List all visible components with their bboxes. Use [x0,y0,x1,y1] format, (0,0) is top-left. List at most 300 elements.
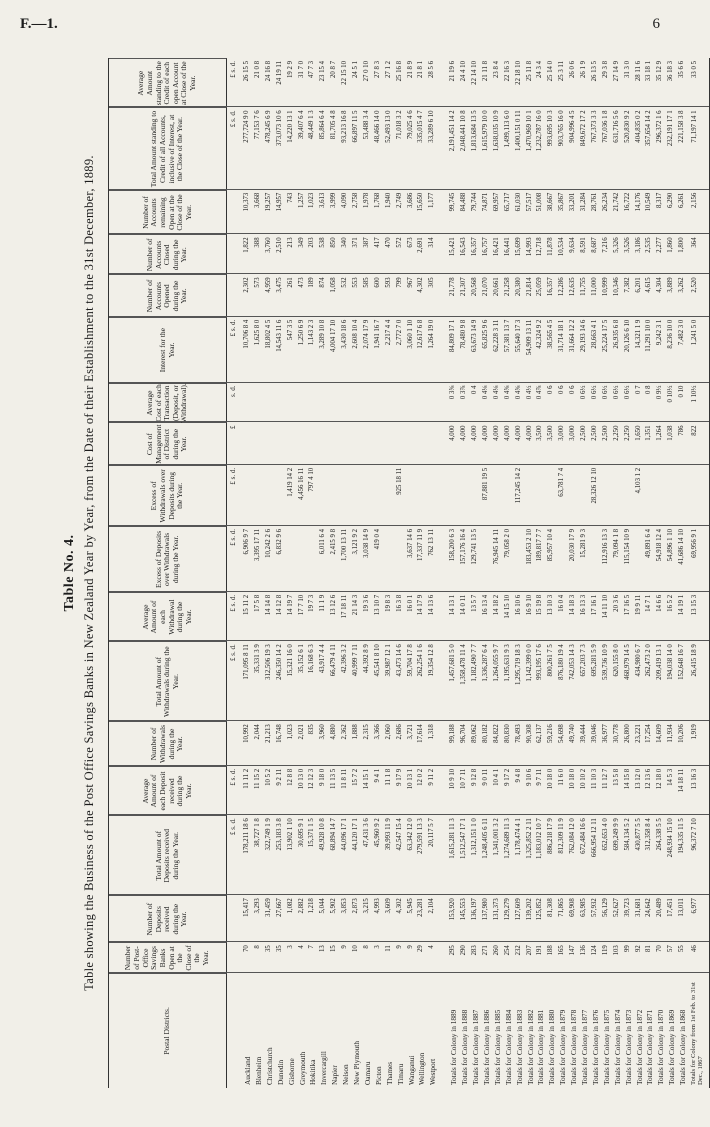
district-label: Wanganui [406,1055,416,1085]
table-cell: 14 19 1 [678,594,686,616]
table-cell: 1,358,478 11 4 [460,644,468,685]
table-cell: 2,510 [275,237,283,253]
table-cell: 10 18 0 [547,768,555,790]
table-cell: 283 [471,945,478,956]
table-cell: 4,000 [471,425,478,441]
table-cell: 2,415 9 8 [330,528,338,555]
district-label: Blenheim [253,1056,263,1085]
table-cell: 0 4⅛ [492,385,500,400]
table-cell: 1,264,055 9 7 [492,644,500,682]
table-cell: 1,822 [243,237,250,253]
table-cell: 1,888 [352,724,359,740]
table-cell: 36 18 3 [667,61,675,82]
table-cell: 66,897 11 5 [352,110,359,143]
table-cell: 4,103 1 2 [634,467,642,494]
column-header-0: Postal Districts. [109,973,227,1088]
table-cell: 812,309 11 9 [558,818,566,854]
table-cell: 19 2 9 [286,61,294,79]
district-label: Napier [330,1065,340,1085]
table-cell: 21,070 [481,277,489,297]
table-cell: 4,000 [460,425,468,441]
table-cell: 2,758 [352,192,359,208]
table-cell: 41,686 14 10 [678,528,686,565]
table-cell: 8,687 [590,237,598,253]
table-cell: 131,373 [492,898,500,921]
table-cell: 322,749 1 9 [264,818,272,851]
table-cell: 20,489 [656,898,664,917]
table-cell: 33,201 [569,192,577,212]
table-cell: 16,543 [460,237,468,257]
table-cell: 2,686 [395,724,403,740]
table-cell: 470 [384,237,392,248]
table-cell: 1,248,405 6 11 [481,818,489,859]
table-cell: 876,180 19 4 [558,644,566,680]
table-cell: 1,860 [667,237,675,253]
table-cell: 96,704 [460,724,468,743]
table-cell: 31,459 [264,898,272,917]
table-cell: 23 15 4 [319,61,327,82]
table-cell: 2,500 [601,425,609,441]
table-cell: 1,038 [667,425,675,441]
table-cell: 388 [253,237,261,248]
table-cell: 4,000 [492,425,500,441]
table-cell: 2,315 [362,724,370,740]
table-cell: 213 [286,237,294,248]
table-cell: 7,382 [623,277,631,293]
table-cell: 9 2 11 [275,768,283,786]
table-cell: 15,371 1 5 [308,818,316,848]
table-cell: 5,902 [330,898,338,914]
table-cell: 1,058 [330,277,338,293]
table-cell: 92 [634,945,642,953]
table-cell: 26,800 [623,724,631,743]
table-cell: 3,038 14 9 [362,528,370,558]
table-cell: 90,308 [525,724,533,743]
table-cell: 11 11 2 [243,768,250,789]
table-cell: 762 13 11 [428,528,436,556]
table-cell: 4,880 [330,724,338,740]
table-cell: 0 4⅛ [481,385,489,400]
table-cell: 849,672 17 2 [580,110,587,147]
unit-label-6: £ s. d. [229,644,237,661]
table-cell: 10,346 [612,277,620,297]
table-cell: 9 10 6 [525,768,533,786]
table-cell: 2,104 [428,898,436,914]
table-cell: 253,183 3 8 [275,818,283,851]
table-cell: 12,718 [536,237,544,257]
table-cell: 767,373 3 3 [590,110,598,143]
table-cell: 35,867 [558,192,566,212]
table-cell: 52,627 [612,898,620,917]
table-cell: 23,221 [634,724,642,743]
table-cell: 6,977 [691,898,698,914]
table-cell: 9 0 11 [481,768,489,786]
column-header-16: Total Amount standing to Credit of all Accounts, inclusive of Interest, at the Close of the Year. [109,107,227,189]
table-cell: 28 5 6 [428,61,436,79]
table-cell: 16,722 [623,192,631,212]
table-cell: 572 [395,237,403,248]
table-cell: 28 11 6 [634,61,642,82]
table-cell: 3,000 [558,425,566,441]
table-cell: 39,444 [580,724,587,743]
table-cell: 11 15 2 [253,768,261,789]
table-cell: 14,609 [656,724,664,743]
table-cell: 15,417 [243,898,250,917]
table-cell: 993,195 17 6 [536,644,544,680]
table-cell: 4,090 [341,192,349,208]
table-cell: 57,381 13 7 [503,319,511,352]
table-cell: 79,058 2 0 [503,528,511,558]
table-cell: 66,479 4 11 [330,644,338,677]
table-cell: 4,000 [449,425,457,441]
table-cell: 15 11 2 [243,594,250,615]
district-label: Totals for Colony in 1884 [503,1009,513,1085]
table-cell: 35 [264,945,272,953]
table-cell: 0 6½ [580,385,587,400]
table-cell: 886,218 17 9 [547,818,555,854]
table-cell: 295 [449,945,457,956]
table-cell: 260 [492,945,500,956]
table-cell: 312,506 19 3 [264,644,272,680]
table-cell: 7,482 3 0 [678,319,686,346]
table-cell: 6,906 9 7 [243,528,250,555]
table-cell: 129,741 13 5 [471,528,478,565]
table-cell: 3,121 9 2 [352,528,359,555]
unit-label-10: £ [229,425,237,429]
table-cell: 4,993 [373,898,381,914]
table-cell: 1,650 [634,425,642,441]
district-label: Christchurch [264,1047,274,1085]
table-cell: 47,431 3 6 [362,818,370,848]
table-cell: 25,224 17 5 [601,319,609,352]
table-cell: 153,920 [449,898,457,921]
table-cell: 14,543 11 6 [275,319,283,352]
table-cell: 473 [297,277,305,288]
table-cell: 54,698 [558,724,566,743]
table-cell: 14,993 [525,237,533,257]
table-cell: 22 16 3 [503,61,511,82]
table-cell: 189 [308,277,316,288]
table-cell: 1,978 [362,192,370,208]
table-cell: 264,338 5 5 [656,818,664,851]
table-cell: 80,830 [503,724,511,743]
table-cell: 84,488 [460,192,468,212]
table-cell: 19 3 6 [362,594,370,612]
table-cell: 81,705 4 8 [330,110,338,140]
district-label: Totals for Colony in 1881 [536,1009,546,1085]
table-cell: 16 10 6 [514,594,522,616]
table-cell: 4 [297,945,305,949]
table-cell: 21,778 [449,277,457,297]
table-cell: 14 11 10 [601,594,609,619]
table-cell: 14 15 8 [623,768,631,790]
table-cell: 54,896 1 10 [667,528,675,562]
district-label: Invercargill [319,1051,329,1085]
table-cell: 248,934 15 10 [667,818,675,858]
table-cell: 10 13 0 [297,768,305,790]
table-title-block [60,58,108,1088]
column-header-4: Average Amount of each Deposit received during the Year. [109,766,227,815]
table-description: Table showing the Business of the Post Office Savings Banks in New Zealand Year by Year, from the Date of their Establishment to the 31st December, 1889. [82,155,96,991]
district-label: Dunedin [275,1059,285,1085]
table-cell: 26 0 6 [569,61,577,79]
table-cell: 3,186 [634,237,642,253]
table-cell: 65,717 [503,192,511,212]
table-cell: 2,772 7 0 [395,319,403,346]
table-cell: 145,553 [460,898,468,921]
table-cell: 822 [691,425,698,436]
table-cell: 3,609 [384,898,392,914]
table-cell: 9,242 3 1 [656,319,664,346]
table-cell: 55 [678,945,686,953]
table-cell: 11 12 7 [601,768,609,789]
table-cell: 3,526 [623,237,631,253]
table-cell: 62,137 [536,724,544,743]
district-label: Wellington [417,1052,427,1085]
table-cell: 79,094 1 8 [612,528,620,558]
table-cell: 1,341,001 3 2 [492,818,500,856]
table-cell: 157,176 16 4 [460,528,468,565]
table-cell: 221,158 3 8 [678,110,686,143]
table-cell: 35 [275,945,283,953]
table-cell: 3 [286,945,294,949]
table-cell: 1,615,281 11 3 [449,818,457,859]
table-cell: 620,155 8 0 [612,644,620,677]
table-cell: 532 [341,277,349,288]
column-header-1: Number of Post-Office Savings Banks Open at the Close of the Year. [109,942,227,973]
table-cell: 17 18 11 [341,594,349,619]
table-cell: 39,723 [623,898,631,917]
table-cell: 99 [623,945,631,953]
district-label: Totals for Colony in 1873 [623,1009,633,1085]
table-cell: 30,695 9 1 [297,818,305,848]
table-cell: 13,902 1 10 [286,818,294,851]
table-cell: 17,451 [667,898,675,917]
table-cell: 13 16 3 [691,768,698,790]
table-cell: 3,475 [275,277,283,293]
table-cell: 10,534 [558,237,566,257]
table-cell: 850 [330,237,338,248]
table-cell: 373,073 10 6 [275,110,283,147]
table-cell: 3,500 [536,425,544,441]
table-cell: 232 [514,945,522,956]
table-cell: 38,727 1 8 [253,818,261,848]
table-cell: 14 17 9 [417,594,425,616]
table-cell: 21 0 8 [253,61,261,79]
unit-label-16: £ s. d. [229,110,237,128]
table-cell: 7 [308,945,316,949]
table-cell: 6,290 [667,192,675,208]
table-cell: 33,289 6 10 [428,110,436,143]
table-cell: 2,535 [645,237,653,253]
district-label: Totals for Colony from 1st Feb. to 31st Dec., 1867 [690,982,704,1085]
table-cell: 53,488 3 4 [362,110,370,140]
table-cell: 4,302 [395,898,403,914]
table-cell: 3,999 [330,192,338,208]
table-cell: 520,830 9 2 [623,110,631,143]
table-cell: 129,279 [503,898,511,921]
table-cell: 112,916 13 3 [601,528,609,565]
table-cell: 33 18 1 [645,61,653,82]
table-cell: 79,025 4 6 [406,110,414,140]
table-cell: 6,832 9 6 [275,528,283,555]
table-cell: 1,142,399 0 0 [525,644,533,682]
table-cell: 35 6 6 [678,61,686,79]
table-cell: 27 1 2 [384,61,392,79]
table-cell: 3,395 17 11 [253,528,261,562]
table-cell: 39,993 11 9 [384,818,392,851]
table-cell: 21 19 6 [449,61,457,82]
table-cell: 3,668 [253,192,261,208]
table-cell: 55,640 17 3 [514,319,522,352]
table-cell: 246,350 14 2 [275,644,283,680]
table-cell: 89,062 [471,724,478,743]
table-cell: 0 4½ [525,385,533,400]
table-cell: 20 8 7 [330,61,338,79]
table-cell: 21 8 9 [406,61,414,79]
table-cell: 0 6½ [623,385,631,400]
table-cell: 584,134 5 2 [623,818,631,851]
table-cell: 10,992 [243,724,250,743]
table-cell: 874 [319,277,327,288]
table-cell: 11 13 5 [330,768,338,789]
table-cell: 152,648 16 7 [678,644,686,680]
table-cell: 695,281 5 9 [590,644,598,677]
table-cell: 9 7 11 [536,768,544,786]
table-cell: 1,264 19 0 [428,319,436,349]
table-cell: 147 [569,945,577,956]
table-cell: 0 8 [645,385,653,395]
table-cell: 2,250 [612,425,620,441]
table-cell: 1,625 8 0 [253,319,261,346]
district-label: Oamaru [362,1061,372,1085]
column-header-2: Number of Deposits received during the Year. [109,895,227,942]
table-cell: 40,999 7 11 [352,644,359,677]
table-cell: 349 [297,237,305,248]
table-cell: 600 [373,277,381,288]
table-cell: 4,959 [264,277,272,293]
table-cell: 15,421 [449,237,457,257]
table-cell: 16 3 8 [395,594,403,612]
table-cell: 1,768 [373,192,381,208]
table-cell: 125,852 [536,898,544,921]
table-cell: 3,853 [341,898,349,914]
table-cell: 99,188 [449,724,457,743]
table-cell: 35,331 3 9 [253,644,261,674]
table-cell: 11,934 [667,724,675,743]
table-cell: 340 [341,237,349,248]
table-cell: 967 [406,277,414,288]
table-cell: 10 4 1 [492,768,500,786]
table-cell: 16,357 [471,237,478,257]
table-cell: 14 19 7 [286,594,294,616]
table-cell: 25,059 [536,277,544,297]
table-cell: 71,018 3 2 [395,110,403,140]
table-cell: 23,281 [417,898,425,917]
table-cell: 28,761 [590,192,598,212]
table-cell: 993,695 10 3 [547,110,555,147]
table-cell: 25 14 0 [547,61,555,82]
table-cell: 16 13 4 [481,594,489,616]
district-label: Totals for Colony in 1888 [460,1009,470,1085]
page-number: 6 [652,16,660,32]
table-cell: 357,654 14 2 [645,110,653,147]
table-cell: 45,960 9 2 [373,818,381,848]
table-cell: 9 17 2 [503,768,511,786]
table-cell: 57,517 [525,192,533,212]
table-cell: 13 [319,945,327,953]
table-cell: 28,326 12 10 [590,467,598,504]
table-cell: 54,918 12 4 [656,528,664,562]
column-header-6: Total Amount of Withdrawals during the Year. [109,641,227,721]
table-cell: 96,372 7 10 [691,818,698,851]
table-cell: 21,213 [264,724,272,743]
table-cell: 2,191,451 14 2 [449,110,457,152]
table-cell: 17,614 [417,724,425,743]
table-cell: 171,095 8 11 [243,644,250,680]
table-cell: 0 4⅞ [536,385,544,400]
table-cell: 0 6 [569,385,577,395]
table-cell: 10 9 10 [449,768,457,790]
table-cell: 78,493 [514,724,522,743]
table-cell: 29,193 14 6 [580,319,587,352]
table-cell: 13 10 7 [373,594,381,616]
district-label: Totals for Colony in 1885 [492,1009,502,1085]
table-cell: 9 [341,945,349,949]
savings-bank-table [108,58,710,1088]
table-cell: 21,307 [460,277,468,297]
table-cell: 16 13 3 [580,594,587,616]
table-cell: 5,326 [612,237,620,253]
table-cell: 16 0 4 [558,594,566,612]
table-cell: 3,060 1 10 [406,319,414,349]
table-cell: 10 [352,945,359,953]
table-cell: 103 [612,945,620,956]
column-header-11: Average Cost of each Transaction (Deposit, or Withdrawal). [109,383,227,423]
table-cell: 79,744 [471,192,478,212]
table-cell: 786 [678,425,686,436]
table-cell: 62,228 3 11 [492,319,500,352]
table-number: Table No. 4. [62,534,77,612]
table-cell: 2,156 [691,192,698,208]
table-cell: 43,473 14 6 [395,644,403,677]
district-label: Westport [428,1058,438,1085]
table-cell: 188 [547,945,555,956]
table-cell: 1,419 14 2 [286,467,294,497]
table-cell: 207 [525,945,533,956]
table-cell: 22 18 10 [514,61,522,85]
table-cell: 0 4 [471,385,478,395]
table-cell: 51,008 [536,192,544,212]
table-cell: 10,549 [645,192,653,212]
table-cell: 14,957 [275,192,283,212]
table-cell: 312,358 8 4 [645,818,653,851]
table-cell: 119 [601,945,609,956]
table-cell: 1,312,151 1 0 [471,818,478,856]
table-cell: 314 [428,237,436,248]
table-cell: 24 5 1 [352,61,359,79]
table-cell: 87,881 19 5 [481,467,489,501]
table-cell: 124 [590,945,598,956]
table-cell: 139,202 [525,898,533,921]
column-header-17: Average Amount standing to the Credit of each open Account at Close of the Year. [109,58,227,107]
table-cell: 24 4 10 [460,61,468,82]
table-cell: 209,419 13 1 [656,644,664,680]
table-cell: 20,117 5 7 [428,818,436,847]
table-cell: 8 [362,945,370,949]
district-label: Totals for Colony in 1871 [645,1009,655,1085]
table-cell: 478,245 6 9 [264,110,272,143]
